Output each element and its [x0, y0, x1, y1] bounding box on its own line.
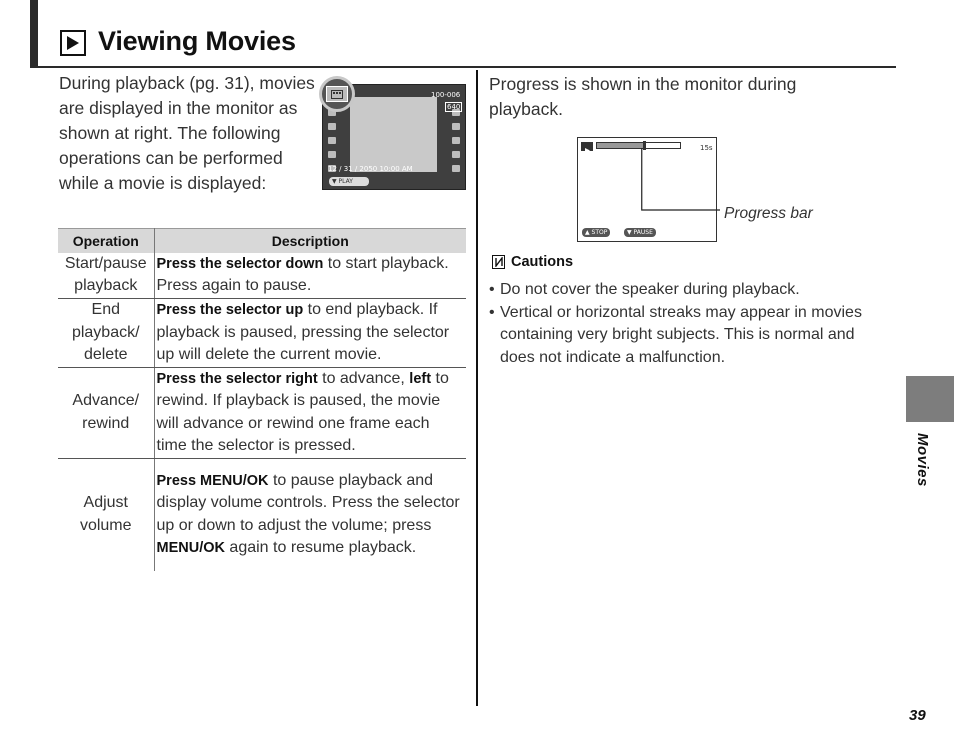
- page-title: Viewing Movies: [98, 26, 296, 56]
- bold-text: Press the selector down: [156, 255, 324, 272]
- bold-text: Press the selector right: [156, 370, 318, 387]
- description-cell: [154, 367, 466, 458]
- body-text: again to resume playback.: [224, 539, 417, 557]
- operation-cell: Start/pause playback: [58, 253, 154, 299]
- monitor-button: [328, 151, 336, 158]
- description-cell: [154, 253, 466, 299]
- bold-text: Press the selector up: [156, 302, 304, 318]
- table-row: [58, 253, 466, 299]
- pause-chip: ▼ PAUSE: [624, 228, 656, 237]
- progress-paragraph: Progress is shown in the monitor during playback.: [489, 74, 797, 119]
- progress-monitor: [577, 137, 717, 242]
- description-cell: [154, 458, 466, 571]
- monitor-button: [452, 151, 460, 158]
- cautions-title: Cautions: [511, 254, 574, 270]
- movie-badge: [319, 76, 355, 112]
- column-divider: [476, 70, 478, 706]
- bold-text: Press MENU/OK: [156, 472, 269, 489]
- progress-fill: [597, 143, 644, 148]
- progress-bar: [596, 142, 681, 149]
- stop-label: STOP: [591, 229, 608, 236]
- stop-chip: ▲ STOP: [582, 228, 610, 237]
- table-row: [58, 458, 466, 571]
- intro-paragraph: During playback (pg. 31), movies are displayed in the monitor as shown at right. The following operations can be performed while a movie is displayed:: [59, 73, 315, 193]
- monitor-button: [328, 137, 336, 144]
- chapter-label: Movies: [914, 433, 931, 487]
- monitor-button: [452, 137, 460, 144]
- image-size: 640: [447, 103, 461, 111]
- table-row: [58, 299, 466, 368]
- table-row: [58, 367, 466, 458]
- page-number: 39: [909, 707, 926, 724]
- chapter-tab: [906, 376, 954, 422]
- cautions-heading: [492, 254, 573, 270]
- description-cell: [154, 299, 466, 368]
- list-item: • Do not cover the speaker during playback.: [489, 279, 889, 302]
- operations-table: [58, 228, 466, 571]
- cautions-list: [489, 279, 889, 369]
- date-time: 12 / 31 / 2050 10:00 AM: [328, 165, 413, 173]
- caution-icon: [492, 255, 505, 269]
- operation-cell: End playback/ delete: [58, 299, 154, 368]
- pause-label: PAUSE: [633, 229, 653, 236]
- body-text: to start playback. Press again to pause.: [156, 254, 449, 295]
- operation-cell: Adjust volume: [58, 458, 154, 571]
- body-text: to rewind. If playback is paused, the movie will advance or rewind one frame each time the selector is pressed.: [156, 369, 449, 454]
- play-icon: [581, 142, 593, 151]
- title-accent-bar: [30, 0, 38, 66]
- description-header: Description: [154, 229, 466, 253]
- progress-bar-label: Progress bar: [724, 205, 813, 222]
- monitor-button: [328, 123, 336, 130]
- bold-text: left: [409, 370, 432, 387]
- operation-header: Operation: [58, 229, 154, 253]
- operation-cell: Advance/ rewind: [58, 367, 154, 458]
- monitor-screen: [350, 97, 437, 172]
- bold-text: MENU/OK: [156, 540, 225, 557]
- movie-icon: [326, 86, 348, 102]
- page-header: [60, 26, 296, 57]
- monitor-button: [452, 123, 460, 130]
- body-text: to advance,: [317, 369, 410, 387]
- list-item: • Vertical or horizontal streaks may appear in movies containing very bright subjects. This is normal and does not indicate a malfunction.: [489, 302, 889, 370]
- title-rule: [30, 66, 896, 68]
- progress-marker: [643, 141, 646, 150]
- monitor-button: [452, 165, 460, 172]
- elapsed-time: 15s: [700, 144, 713, 152]
- frame-number: 100-006: [431, 91, 461, 99]
- body-text: to pause playback and display volume controls. Press the selector up or down to adjust the volume; press: [156, 471, 460, 534]
- body-text: to end playback. If playback is paused, pressing the selector up will delete the current movie.: [156, 301, 450, 363]
- play-chip: ▼ PLAY: [329, 177, 369, 186]
- play-icon: [60, 30, 86, 56]
- play-chip-label: PLAY: [338, 178, 353, 185]
